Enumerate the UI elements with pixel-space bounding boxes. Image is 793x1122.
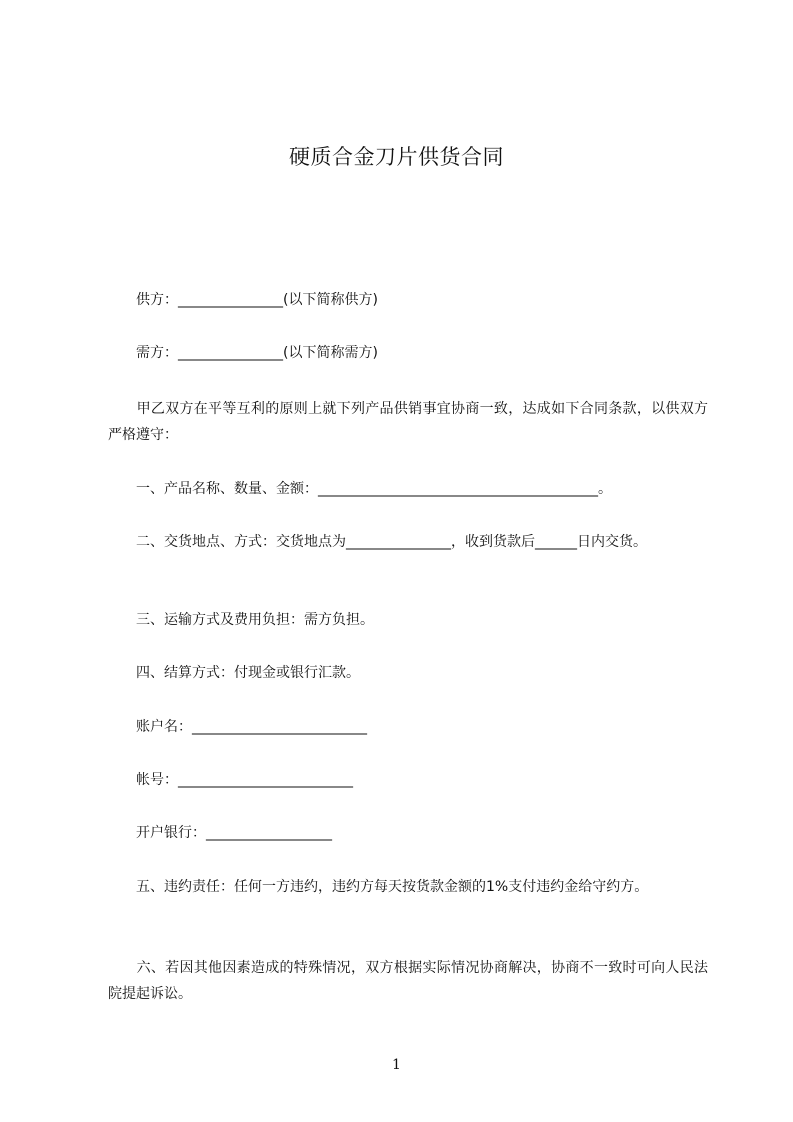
- document-title: 硬质合金刀片供货合同: [289, 145, 504, 169]
- clause-3: 三、运输方式及费用负担：需方负担。: [108, 612, 374, 628]
- page-number: 1: [392, 1057, 401, 1073]
- clause-1: 一、产品名称、数量、金额：________________________________________。: [108, 481, 612, 497]
- clause-6: 六、若因其他因素造成的特殊情况，双方根据实际情况协商解决，协商不一致时可向人民法院提起诉讼。: [108, 960, 708, 1002]
- account-name-line: 账户名：_________________________: [108, 719, 367, 735]
- bank-line: 开户银行：__________________: [108, 825, 332, 841]
- intro-paragraph: 甲乙双方在平等互利的原则上就下列产品供销事宜协商一致，达成如下合同条款，以供双方严格遵守：: [108, 401, 708, 443]
- supplier-line: 供方：_______________(以下简称供方): [108, 292, 378, 308]
- clause-4: 四、结算方式：付现金或银行汇款。: [108, 665, 360, 681]
- buyer-line: 需方：_______________(以下简称需方): [108, 345, 378, 361]
- account-number-line: 帐号：_________________________: [108, 772, 353, 788]
- clause-5: 五、违约责任：任何一方违约，违约方每天按货款金额的1%支付违约金给守约方。: [108, 879, 649, 895]
- clause-2: 二、交货地点、方式：交货地点为_______________，收到货款后______日内交货。: [108, 534, 647, 550]
